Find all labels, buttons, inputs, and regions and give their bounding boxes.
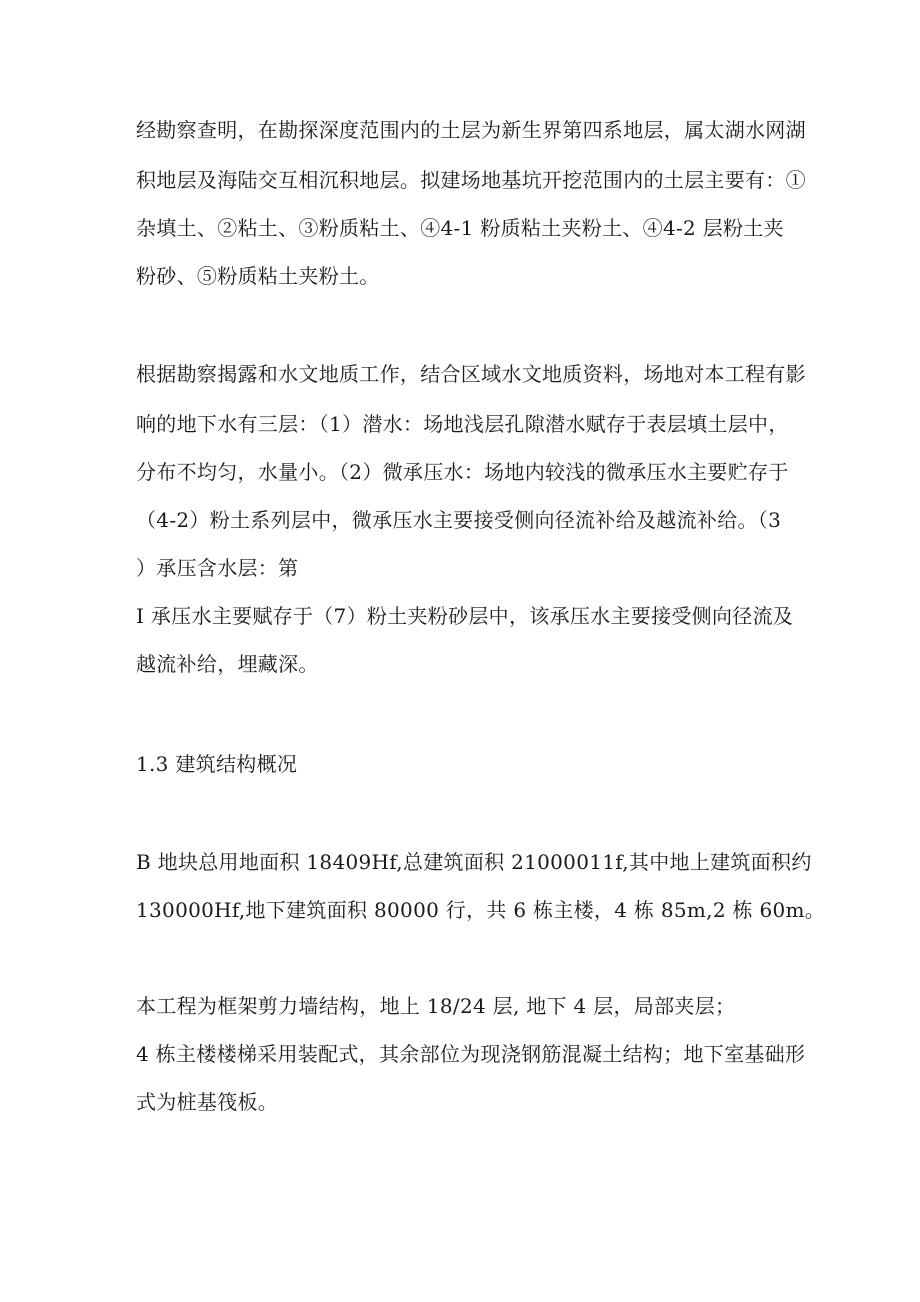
paragraph-1-line-3: 杂填土、②粘土、③粉质粘土、④4-1 粉质粘土夹粉土、④4-2 层粉土夹 — [136, 216, 784, 240]
paragraph-2-line-4: （4-2）粉土系列层中，微承压水主要接受侧向径流补给及越流补给。（3 — [136, 508, 782, 532]
paragraph-2-line-5: ）承压含水层：第 — [136, 556, 299, 580]
paragraph-2-line-1: 根据勘察揭露和水文地质工作，结合区域水文地质资料，场地对本工程有影 — [136, 362, 806, 386]
paragraph-2-line-6: I 承压水主要赋存于（7）粉土夹粉砂层中，该承压水主要接受侧向径流及 — [136, 604, 794, 628]
paragraph-3-line-2: 130000Hf,地下建筑面积 80000 行，共 6 栋主楼，4 栋 85m,2 栋 60m。 — [136, 898, 826, 922]
paragraph-2-line-3: 分布不均匀，水量小。（2）微承压水：场地内较浅的微承压水主要贮存于 — [136, 460, 789, 484]
paragraph-1-line-2: 积地层及海陆交互相沉积地层。拟建场地基坑开挖范围内的土层主要有：① — [136, 168, 806, 192]
section-heading: 1.3 建筑结构概况 — [136, 752, 298, 776]
paragraph-4-line-1: 本工程为框架剪力墙结构，地上 18/24 层, 地下 4 层，局部夹层； — [136, 994, 736, 1018]
paragraph-1-line-1: 经勘察查明，在勘探深度范围内的土层为新生界第四系地层，属太湖水网湖 — [136, 118, 806, 142]
paragraph-4-line-3: 式为桩基筏板。 — [136, 1090, 279, 1114]
paragraph-2-line-7: 越流补给，埋藏深。 — [136, 652, 319, 676]
paragraph-2-line-2: 响的地下水有三层：（1）潜水：场地浅层孔隙潜水赋存于表层填土层中， — [136, 412, 789, 436]
paragraph-3-line-1: B 地块总用地面积 18409Hf,总建筑面积 21000011f,其中地上建筑面积约 — [136, 850, 812, 874]
paragraph-1-line-4: 粉砂、⑤粉质粘土夹粉土。 — [136, 264, 380, 288]
paragraph-4-line-2: 4 栋主楼楼梯采用装配式，其余部位为现浇钢筋混凝土结构；地下室基础形 — [136, 1042, 806, 1066]
